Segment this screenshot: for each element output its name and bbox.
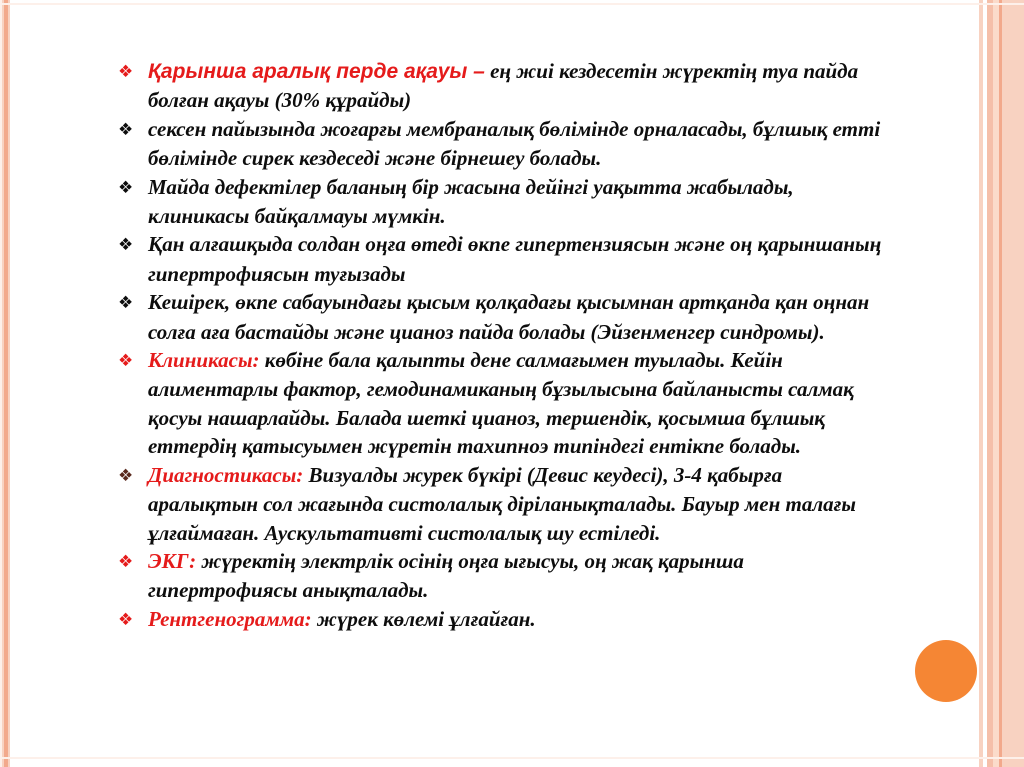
diamond-bullet-icon: ❖ bbox=[118, 235, 134, 256]
bullet-item bbox=[118, 346, 890, 461]
bullet-text: Визуалды журек бүкірі (Девис кеудесі), 3-4 қабырға аралықтын сол жағында систолалық діріланықталады. Бауыр мен талағы ұлғаймаған. Аускультативті систолалық шу естіледі. bbox=[148, 462, 856, 545]
bullet-label: ЭКГ: bbox=[148, 548, 197, 573]
bullet-text: ең жиі кездесетін жүректің туа пайда болған ақауы (30% құрайды) bbox=[148, 59, 859, 113]
bullet-text: сексен пайызында жоғарғы мембраналық бөлімінде орналасады, бұлшық етті бөлімінде сирек кездеседі және бірнешеу болады. bbox=[148, 116, 881, 171]
bullet-label: Диагностикасы: bbox=[148, 462, 304, 487]
diamond-bullet-icon: ❖ bbox=[118, 62, 134, 82]
bullet-item bbox=[118, 115, 890, 173]
diamond-bullet-icon: ❖ bbox=[118, 609, 134, 630]
bullet-text: жүректің электрлік осінің оңға ығысуы, оң жақ қарынша гипертрофиясы анықталады. bbox=[148, 548, 744, 603]
bullet-item bbox=[118, 57, 890, 115]
top-divider-line bbox=[0, 3, 1024, 5]
bullet-text: Кешірек, өкпе сабауындағы қысым қолқадағы қысымнан артқанда қан оңнан солға аға бастайды және цианоз пайда болады (Эйзенменгер синдромы). bbox=[148, 290, 870, 344]
bottom-divider-line bbox=[0, 757, 1024, 759]
bullet-list bbox=[118, 57, 890, 634]
bullet-item bbox=[118, 173, 890, 231]
bullet-item bbox=[118, 461, 890, 547]
orange-circle-decoration bbox=[915, 640, 977, 702]
bullet-text: жүрек көлемі ұлғайған. bbox=[316, 606, 536, 631]
right-edge-stripe bbox=[979, 0, 983, 767]
diamond-bullet-icon: ❖ bbox=[118, 351, 134, 372]
diamond-bullet-icon: ❖ bbox=[118, 119, 134, 140]
right-edge-stripe bbox=[1002, 0, 1024, 767]
bullet-text: Қан алғашқыда солдан оңға өтеді өкпе гипертензиясын және оң қарыншаның гипертрофиясын туғызады bbox=[148, 232, 882, 286]
bullet-text: Майда дефектілер баланың бір жасына дейінгі уақытта жабылады, клиникасы байқалмауы мүмкін. bbox=[148, 174, 794, 229]
bullet-label: Рентгенограмма: bbox=[148, 606, 312, 631]
diamond-bullet-icon: ❖ bbox=[118, 177, 134, 198]
bullet-label: Клиникасы: bbox=[148, 348, 260, 373]
bullet-label: Қарынша аралық перде ақауы – bbox=[148, 60, 485, 83]
bullet-item bbox=[118, 605, 890, 634]
bullet-item bbox=[118, 547, 890, 605]
diamond-bullet-icon: ❖ bbox=[118, 465, 134, 486]
diamond-bullet-icon: ❖ bbox=[118, 293, 134, 314]
bullet-item bbox=[118, 288, 890, 346]
bullet-item bbox=[118, 230, 890, 288]
left-edge-stripe bbox=[8, 0, 10, 767]
diamond-bullet-icon: ❖ bbox=[118, 551, 134, 572]
bullet-text: көбіне бала қалыпты дене салмағымен туылады. Кейін алиментарлы фактор, гемодинамиканың бұзылысына байланысты салмақ қосуы нашарлайды. Балада шеткі цианоз, тершендік, қосымша бұлшық еттердің қатысуымен жүретін тахипноэ типіндегі ентікпе болады. bbox=[148, 348, 854, 459]
